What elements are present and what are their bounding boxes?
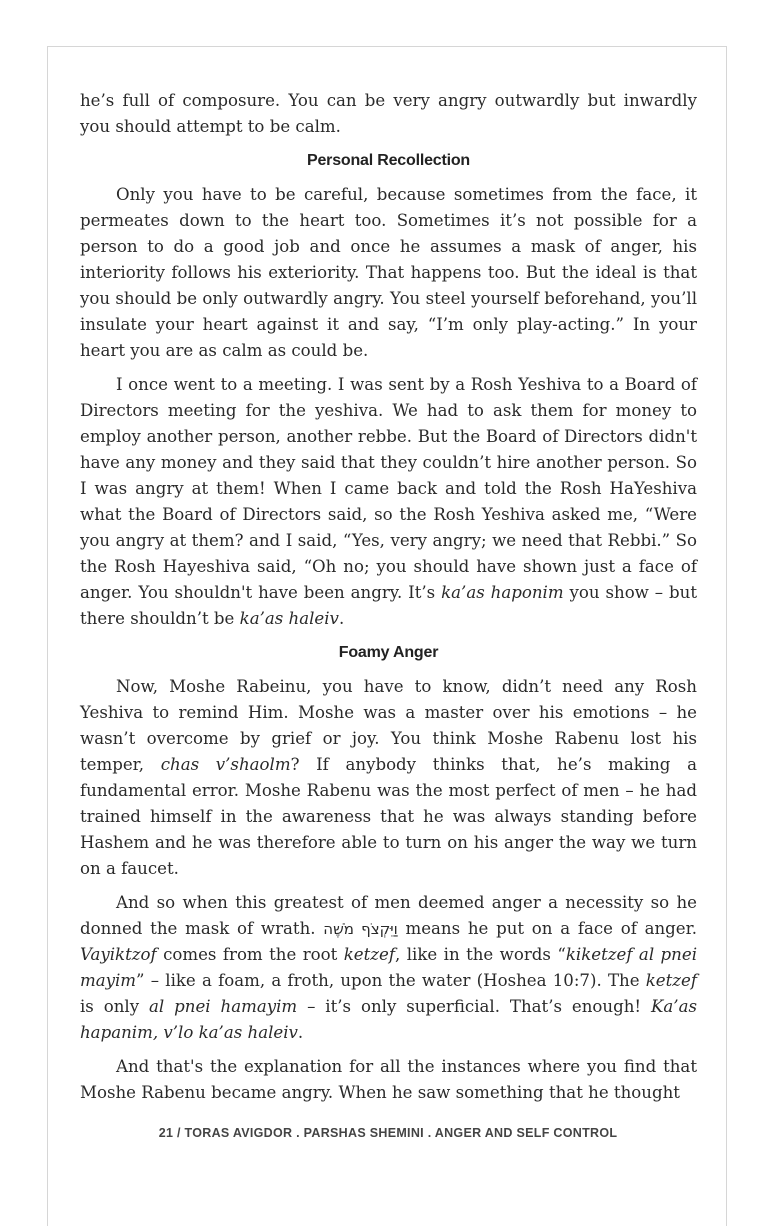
section-heading: Foamy Anger: [338, 644, 439, 661]
hebrew-text: וַיִּקְצֹף מֹשֶׁה: [323, 920, 398, 938]
text-run: ” – like a foam, a froth, upon the water (Hoshea 10:7). The: [136, 971, 646, 990]
paragraph: [80, 674, 697, 882]
section-heading: Personal Recollection: [307, 152, 470, 169]
paragraph: [80, 890, 697, 1046]
text-run: is only: [80, 997, 150, 1016]
text-run: – it’s only superficial. That’s enough!: [297, 997, 652, 1016]
page-body: [80, 88, 697, 1114]
text-run: you show – but there shouldn’t be: [80, 583, 698, 628]
italic-term: Vayiktzof: [80, 945, 157, 964]
text-run: I once went to a meeting. I was sent by a Rosh Yeshiva to a Board of Directors meeting for the yeshiva. We had to ask them for money to employ another person, another rebbe. But the Board of Directors didn't have any money and they said that they couldn’t hire another person. So I was angry at them! When I came back and told the Rosh HaYeshiva what the Board of Directors said, so the Rosh Yeshiva asked me, “Were you angry at them? and I said, “Yes, very angry; we need that Rebbi.” So the Rosh Hayeshiva said, “Oh no; you should have shown just a face of anger. You shouldn't have been angry. It’s: [80, 375, 697, 602]
italic-term: ketzef: [343, 945, 395, 964]
paragraph: [80, 182, 697, 364]
text-run: means he put on a face of anger.: [397, 919, 698, 938]
text-run: .: [338, 609, 345, 628]
italic-term: ka’as haponim: [441, 583, 564, 602]
italic-term: al pnei hamayim: [149, 997, 298, 1016]
text-run: .: [297, 1023, 304, 1042]
paragraph: [80, 88, 697, 140]
text-run: Only you have to be careful, because sometimes from the face, it permeates down to the heart too. Sometimes it’s not possible for a person to do a good job and once he assumes a mask of anger, his interiority follows his exteriority. That happens too. But the ideal is that you should be only outwardly angry. You steel yourself beforehand, you’ll insulate your heart against it and say, “I’m only play-acting.” In your heart you are as calm as could be.: [80, 185, 697, 360]
text-run: ? If anybody thinks that, he’s making a fundamental error. Moshe Rabenu was the most perfect of men – he had trained himself in the awareness that he was always standing before Hashem and he was therefore able to turn on his anger the way we turn on a faucet.: [80, 755, 697, 878]
italic-term: ka’as haleiv: [239, 609, 339, 628]
page-footer: 21 / TORAS AVIGDOR . PARSHAS SHEMINI . ANGER AND SELF CONTROL: [158, 1126, 618, 1140]
text-run: he’s full of composure. You can be very angry outwardly but inwardly you should attempt to be calm.: [80, 91, 697, 136]
italic-term: Ka’as hapanim, v’lo ka’as haleiv: [80, 997, 697, 1042]
text-run: comes from the root: [156, 945, 344, 964]
text-run: And so when this greatest of men deemed anger a necessity so he donned the mask of wrath.: [80, 893, 697, 938]
italic-term: chas v’shaolm: [160, 755, 291, 774]
paragraph: [80, 372, 697, 632]
text-run: , like in the words “: [395, 945, 566, 964]
italic-term: ketzef: [645, 971, 697, 990]
italic-term: kiketzef al pnei mayim: [80, 945, 697, 990]
text-run: And that's the explanation for all the instances where you find that Moshe Rabenu became angry. When he saw something that he thought: [80, 1057, 697, 1102]
text-run: Now, Moshe Rabeinu, you have to know, didn’t need any Rosh Yeshiva to remind Him. Moshe was a master over his emotions – he wasn’t overcome by grief or joy. You think Moshe Rabenu lost his temper,: [80, 677, 697, 774]
paragraph: [80, 1054, 697, 1106]
